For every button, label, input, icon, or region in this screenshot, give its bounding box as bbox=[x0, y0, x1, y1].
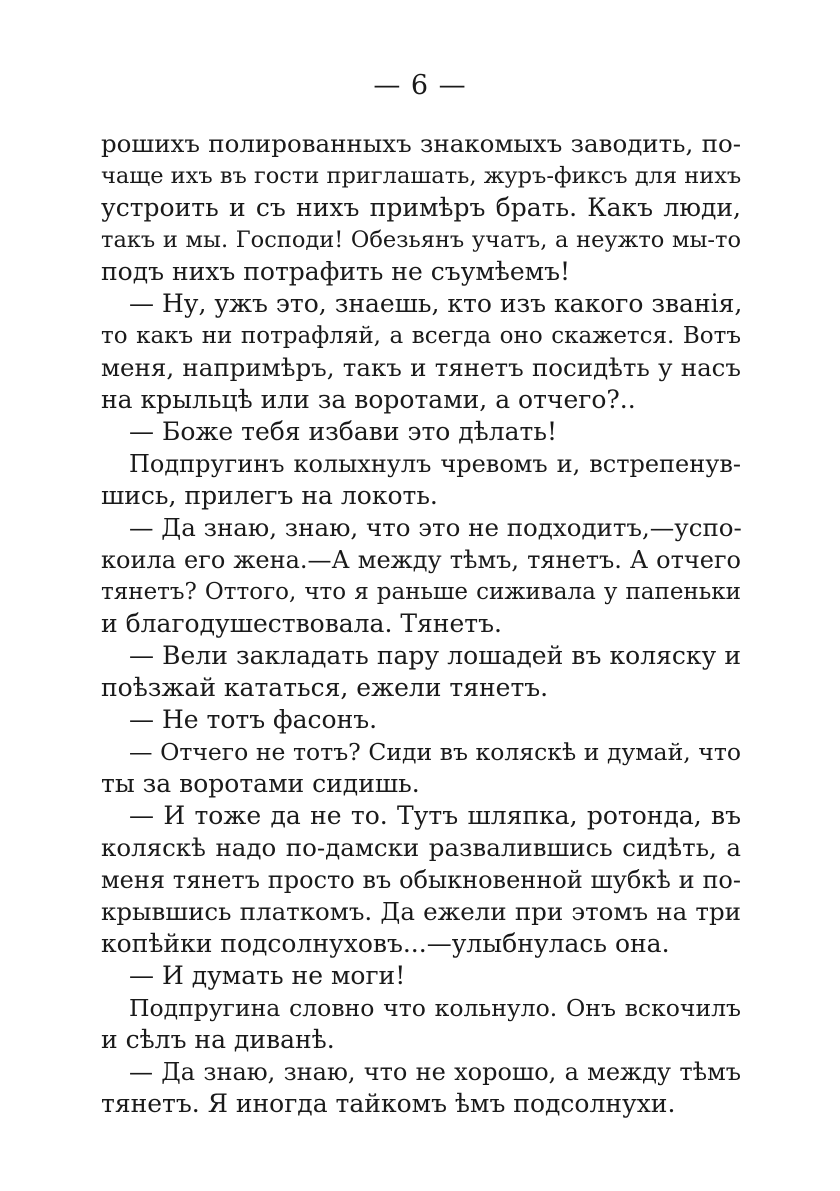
text-line: такъ и мы. Господи! Обезьянъ учатъ, а неужто мы-то bbox=[101, 227, 741, 253]
text-line: — Да знаю, знаю, что это не подходитъ,—успо- bbox=[129, 513, 742, 542]
text-line: Подпругинъ колыхнулъ чревомъ и, встрепенув- bbox=[129, 450, 741, 478]
text-line: копѣйки подсолнуховъ...—улыбнулась она. bbox=[101, 929, 670, 958]
text-line: коила его жена.—А между тѣмъ, тянетъ. А отчего bbox=[101, 546, 741, 574]
text-line: — Не тотъ фасонъ. bbox=[129, 705, 378, 734]
text-line: меня, напримѣръ, такъ и тянетъ посидѣть у насъ bbox=[101, 353, 741, 382]
text-line: устроить и съ нихъ примѣръ брать. Какъ люди, bbox=[101, 193, 741, 222]
text-line: — Да знаю, знаю, что не хорошо, а между тѣмъ bbox=[129, 1058, 741, 1086]
text-line: — Вели закладать пару лошадей въ коляску и bbox=[129, 641, 741, 670]
text-line: подъ нихъ потрафить не съумѣемъ! bbox=[101, 257, 571, 286]
text-line: — Ну, ужъ это, знаешь, кто изъ какого званія, bbox=[129, 289, 743, 318]
text-line: — И тоже да не то. Тутъ шляпка, ротонда, въ bbox=[129, 801, 741, 830]
text-line: — Отчего не тотъ? Сиди въ коляскѣ и думай, что bbox=[129, 738, 741, 766]
body-text bbox=[101, 128, 741, 1120]
text-line: крывшись платкомъ. Да ежели при этомъ на три bbox=[101, 897, 741, 926]
text-line: рошихъ полированныхъ знакомыхъ заводить, по- bbox=[101, 129, 741, 158]
text-line: и сѣлъ на диванѣ. bbox=[101, 1025, 335, 1054]
text-line: Подпругина словно что кольнуло. Онъ вскочилъ bbox=[129, 994, 741, 1022]
page-number: — 6 — bbox=[373, 70, 467, 101]
text-line: поѣзжай кататься, ежели тянетъ. bbox=[101, 673, 549, 702]
text-line: чаще ихъ въ гости приглашать, журъ-фиксъ для нихъ bbox=[101, 163, 742, 189]
text-line: — И думать не моги! bbox=[129, 961, 406, 990]
text-line: и благодушествовала. Тянетъ. bbox=[101, 609, 502, 638]
text-line: коляскѣ надо по-дамски развалившись сидѣть, а bbox=[101, 833, 741, 862]
text-line: — Боже тебя избави это дѣлать! bbox=[129, 417, 558, 446]
text-line: тянетъ. Я иногда тайкомъ ѣмъ подсолнухи. bbox=[101, 1089, 676, 1118]
text-line: на крыльцѣ или за воротами, а отчего?.. bbox=[101, 385, 636, 414]
text-line: меня тянетъ просто въ обыкновенной шубкѣ и по- bbox=[101, 866, 741, 894]
text-line: ты за воротами сидишь. bbox=[101, 769, 420, 798]
text-line: то какъ ни потрафляй, а всегда оно скажется. Вотъ bbox=[101, 323, 741, 349]
text-line: шись, прилегъ на локоть. bbox=[101, 481, 438, 510]
text-line: тянетъ? Оттого, что я раньше сиживала у папеньки bbox=[101, 579, 741, 605]
